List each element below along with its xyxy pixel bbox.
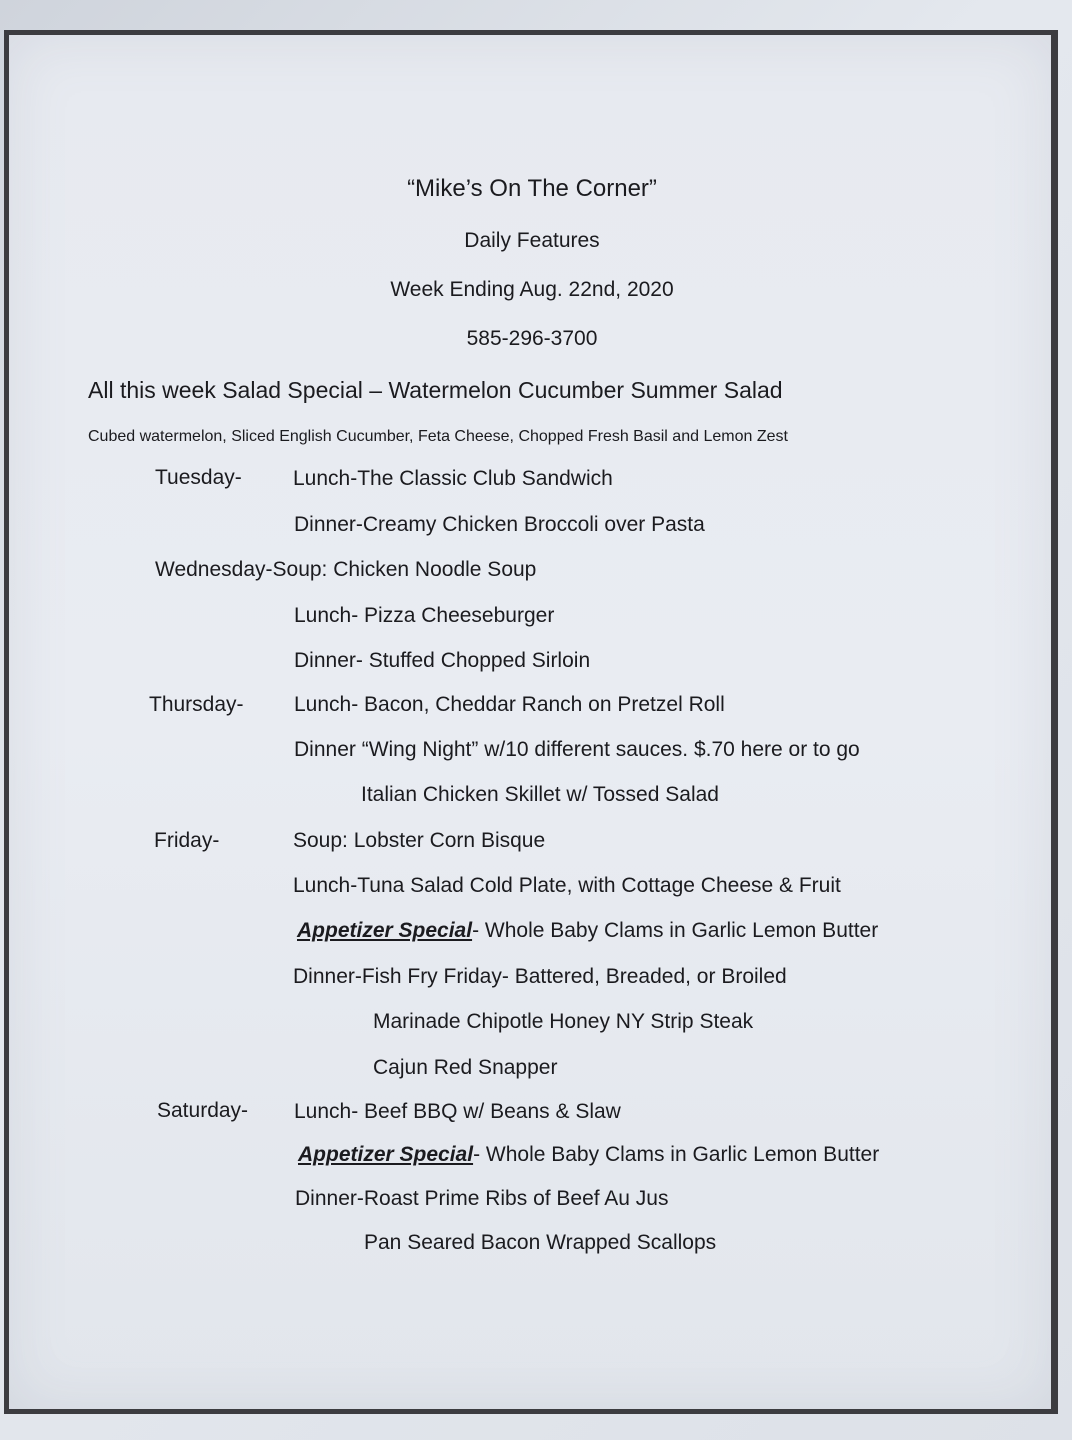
saturday-appetizer [298, 1142, 879, 1168]
saturday-label: Saturday- [157, 1099, 249, 1122]
wednesday-dinner: Dinner- Stuffed Chopped Sirloin [294, 649, 591, 672]
friday-dinner-extra-1: Marinade Chipotle Honey NY Strip Steak [373, 1010, 754, 1033]
saturday-dinner-extra: Pan Seared Bacon Wrapped Scallops [364, 1231, 717, 1254]
saturday-appetizer-text: - Whole Baby Clams in Garlic Lemon Butter [473, 1143, 880, 1166]
tuesday-dinner: Dinner-Creamy Chicken Broccoli over Pasta [294, 513, 705, 536]
page-subtitle: Daily Features [464, 229, 600, 252]
friday-appetizer [297, 918, 878, 944]
thursday-dinner-extra: Italian Chicken Skillet w/ Tossed Salad [361, 783, 719, 806]
week-ending: Week Ending Aug. 22nd, 2020 [390, 278, 674, 301]
friday-lunch: Lunch-Tuna Salad Cold Plate, with Cottage Cheese & Fruit [293, 874, 841, 897]
friday-appetizer-label: Appetizer Special [297, 919, 473, 942]
saturday-lunch: Lunch- Beef BBQ w/ Beans & Slaw [294, 1100, 621, 1123]
restaurant-name: “Mike’s On The Corner” [407, 175, 657, 202]
tuesday-lunch: Lunch-The Classic Club Sandwich [293, 467, 613, 490]
salad-special-heading: All this week Salad Special – Watermelon Cucumber Summer Salad [88, 377, 783, 403]
thursday-dinner: Dinner “Wing Night” w/10 different sauces. $.70 here or to go [294, 738, 860, 761]
wednesday-lunch: Lunch- Pizza Cheeseburger [294, 604, 555, 627]
friday-dinner-extra-2: Cajun Red Snapper [373, 1056, 558, 1079]
friday-soup: Soup: Lobster Corn Bisque [293, 829, 546, 852]
phone-number: 585-296-3700 [466, 327, 598, 350]
friday-dinner: Dinner-Fish Fry Friday- Battered, Breaded, or Broiled [293, 965, 787, 988]
thursday-label: Thursday- [149, 693, 244, 716]
salad-special-description: Cubed watermelon, Sliced English Cucumber, Feta Cheese, Chopped Fresh Basil and Lemon Zest [88, 428, 788, 445]
saturday-dinner: Dinner-Roast Prime Ribs of Beef Au Jus [295, 1187, 669, 1210]
tuesday-label: Tuesday- [155, 466, 242, 489]
wednesday-soup: Wednesday-Soup: Chicken Noodle Soup [155, 558, 537, 581]
friday-appetizer-text: - Whole Baby Clams in Garlic Lemon Butter [472, 919, 879, 942]
friday-label: Friday- [154, 829, 220, 852]
thursday-lunch: Lunch- Bacon, Cheddar Ranch on Pretzel Roll [294, 693, 725, 716]
saturday-appetizer-label: Appetizer Special [298, 1143, 474, 1166]
